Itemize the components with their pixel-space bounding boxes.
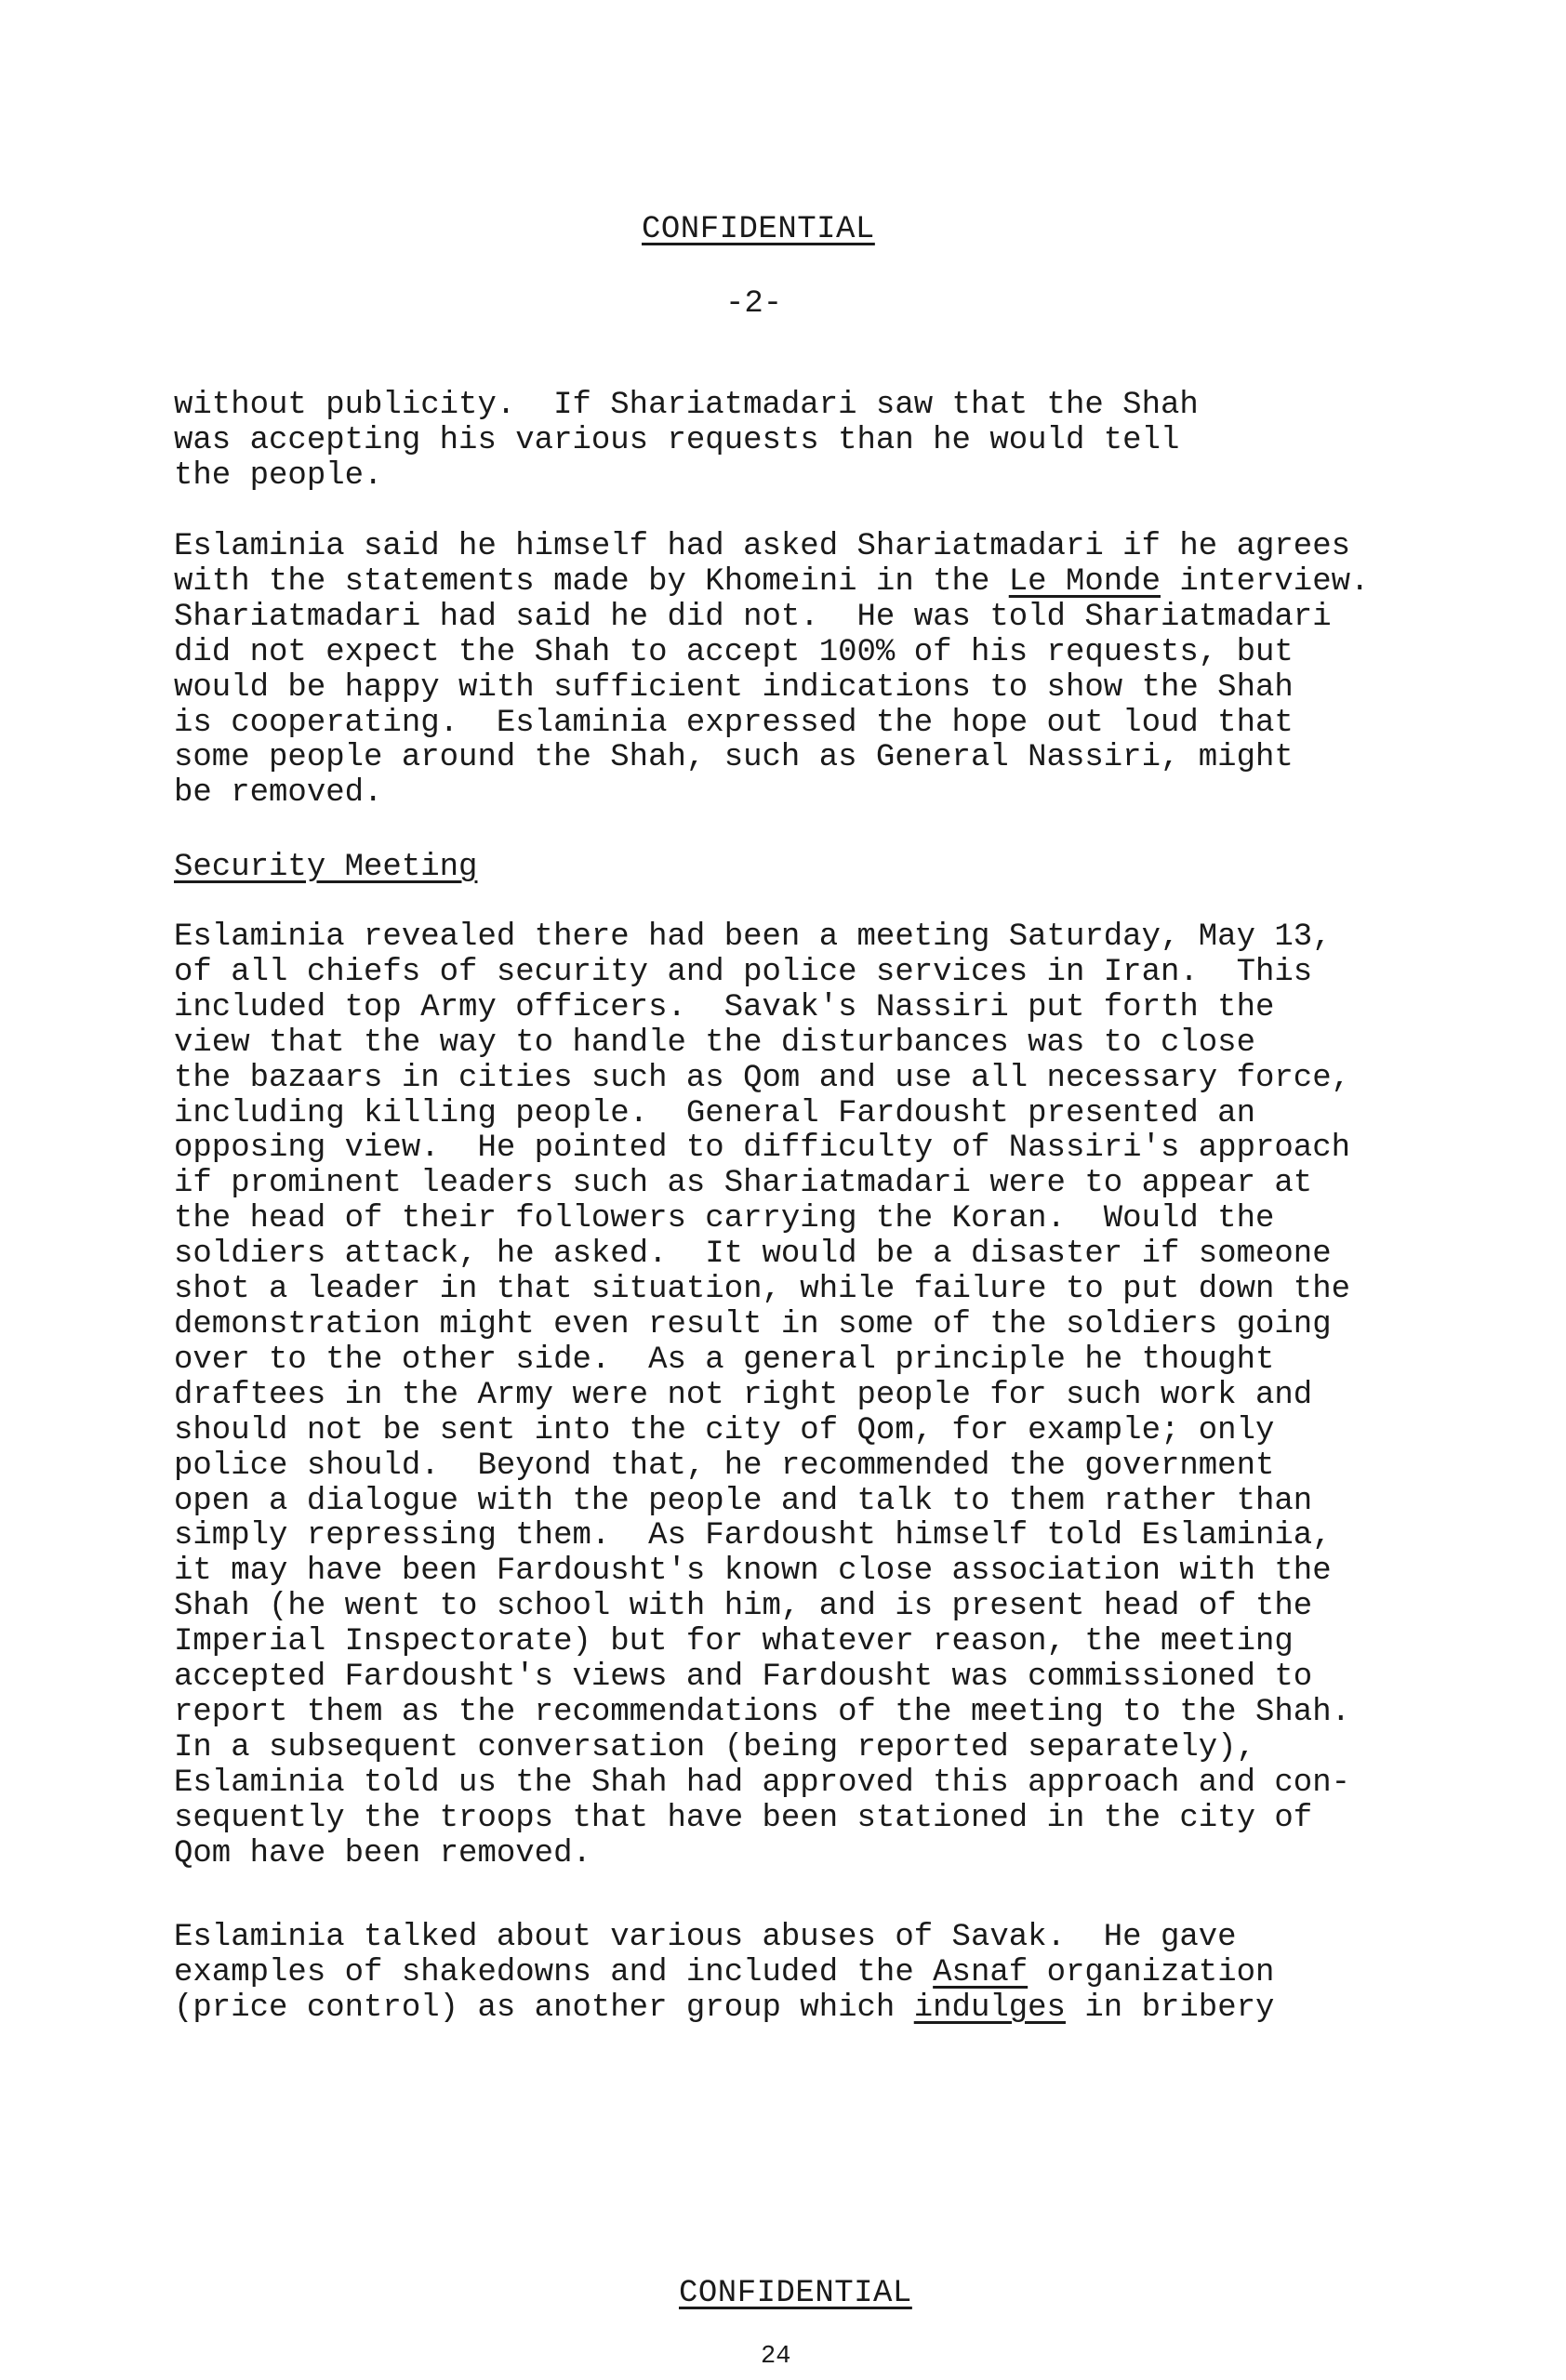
text-line — [174, 1991, 1494, 2027]
text-segment: examples of shakedowns and included the — [174, 1954, 934, 1990]
text-line: the people. — [174, 457, 383, 494]
text-line: did not expect the Shah to accept 100% of his requests, but — [174, 634, 1294, 670]
text-line: sequently the troops that have been stationed in the city of — [174, 1800, 1313, 1836]
underlined-word: indulges — [913, 1990, 1066, 2026]
text-line: In a subsequent conversation (being reported separately), — [174, 1729, 1255, 1765]
text-line: was accepting his various requests than he would tell — [174, 422, 1180, 458]
text-line: over to the other side. As a general principle he thought — [174, 1342, 1275, 1378]
text-segment: organization — [1028, 1954, 1275, 1990]
text-line: without publicity. If Shariatmadari saw that the Shah — [174, 388, 1199, 423]
page-number: -2- — [725, 286, 783, 322]
text-line: demonstration might even result in some of the soldiers going — [174, 1306, 1332, 1342]
text-line: opposing view. He pointed to difficulty of Nassiri's approach — [174, 1130, 1351, 1167]
text-line: police should. Beyond that, he recommended the government — [174, 1448, 1275, 1484]
text-line: Imperial Inspectorate) but for whatever reason, the meeting — [174, 1624, 1294, 1660]
text-line: is cooperating. Eslaminia expressed the hope out loud that — [174, 705, 1294, 741]
text-segment: with the statements made by Khomeini in the — [174, 563, 1009, 600]
text-line: Eslaminia talked about various abuses of Savak. He gave — [174, 1920, 1237, 1955]
text-line: Eslaminia revealed there had been a meeting Saturday, May 13, — [174, 919, 1332, 955]
text-line: it may have been Fardousht's known close association with the — [174, 1554, 1332, 1590]
paragraph-security-meeting — [174, 920, 1494, 1871]
footer-page-number: 24 — [761, 2343, 791, 2371]
top-classification-marking: CONFIDENTIAL — [642, 212, 875, 247]
organization-name: Asnaf — [933, 1954, 1029, 1990]
text-line: the bazaars in cities such as Qom and use all necessary force, — [174, 1060, 1351, 1096]
text-line: of all chiefs of security and police services in Iran. This — [174, 954, 1313, 990]
text-line — [174, 1956, 1494, 1991]
text-line: draftees in the Army were not right people for such work and — [174, 1377, 1313, 1413]
text-line: Shah (he went to school with him, and is present head of the — [174, 1589, 1313, 1625]
text-line: including killing people. General Fardousht presented an — [174, 1095, 1255, 1131]
text-line: shot a leader in that situation, while failure to put down the — [174, 1272, 1351, 1308]
text-line: Eslaminia said he himself had asked Shariatmadari if he agrees — [174, 529, 1351, 564]
text-line: soldiers attack, he asked. It would be a disaster if someone — [174, 1236, 1332, 1273]
text-line: view that the way to handle the disturbances was to close — [174, 1025, 1255, 1061]
text-line: be removed. — [174, 775, 383, 812]
text-line — [174, 565, 1494, 601]
text-line: Shariatmadari had said he did not. He was told Shariatmadari — [174, 599, 1332, 635]
text-line: report them as the recommendations of the meeting to the Shah. — [174, 1694, 1351, 1730]
section-heading-block — [174, 850, 1494, 885]
text-line: open a dialogue with the people and talk to them rather than — [174, 1483, 1313, 1519]
text-line: Qom have been removed. — [174, 1835, 591, 1871]
paragraph-le-monde — [174, 530, 1494, 812]
text-line: if prominent leaders such as Shariatmadari were to appear at — [174, 1166, 1313, 1202]
text-line: would be happy with sufficient indications to show the Shah — [174, 669, 1294, 706]
publication-title: Le Monde — [1008, 563, 1161, 600]
paragraph-continuation — [174, 389, 1494, 495]
text-line: some people around the Shah, such as General Nassiri, might — [174, 740, 1294, 776]
text-line: simply repressing them. As Fardousht himself told Eslaminia, — [174, 1518, 1332, 1554]
bottom-classification-marking: CONFIDENTIAL — [679, 2276, 912, 2311]
text-segment: in bribery — [1065, 1990, 1275, 2026]
text-segment: (price control) as another group which — [174, 1990, 914, 2026]
text-line: accepted Fardousht's views and Fardousht was commissioned to — [174, 1659, 1313, 1696]
text-segment: interview. — [1160, 563, 1370, 600]
text-line: should not be sent into the city of Qom, for example; only — [174, 1412, 1275, 1448]
paragraph-savak-abuses — [174, 1921, 1494, 2027]
section-heading: Security Meeting — [174, 850, 478, 885]
text-line: the head of their followers carrying the Koran. Would the — [174, 1201, 1275, 1237]
text-line: included top Army officers. Savak's Nassiri put forth the — [174, 989, 1275, 1025]
text-line: Eslaminia told us the Shah had approved this approach and con- — [174, 1765, 1351, 1801]
